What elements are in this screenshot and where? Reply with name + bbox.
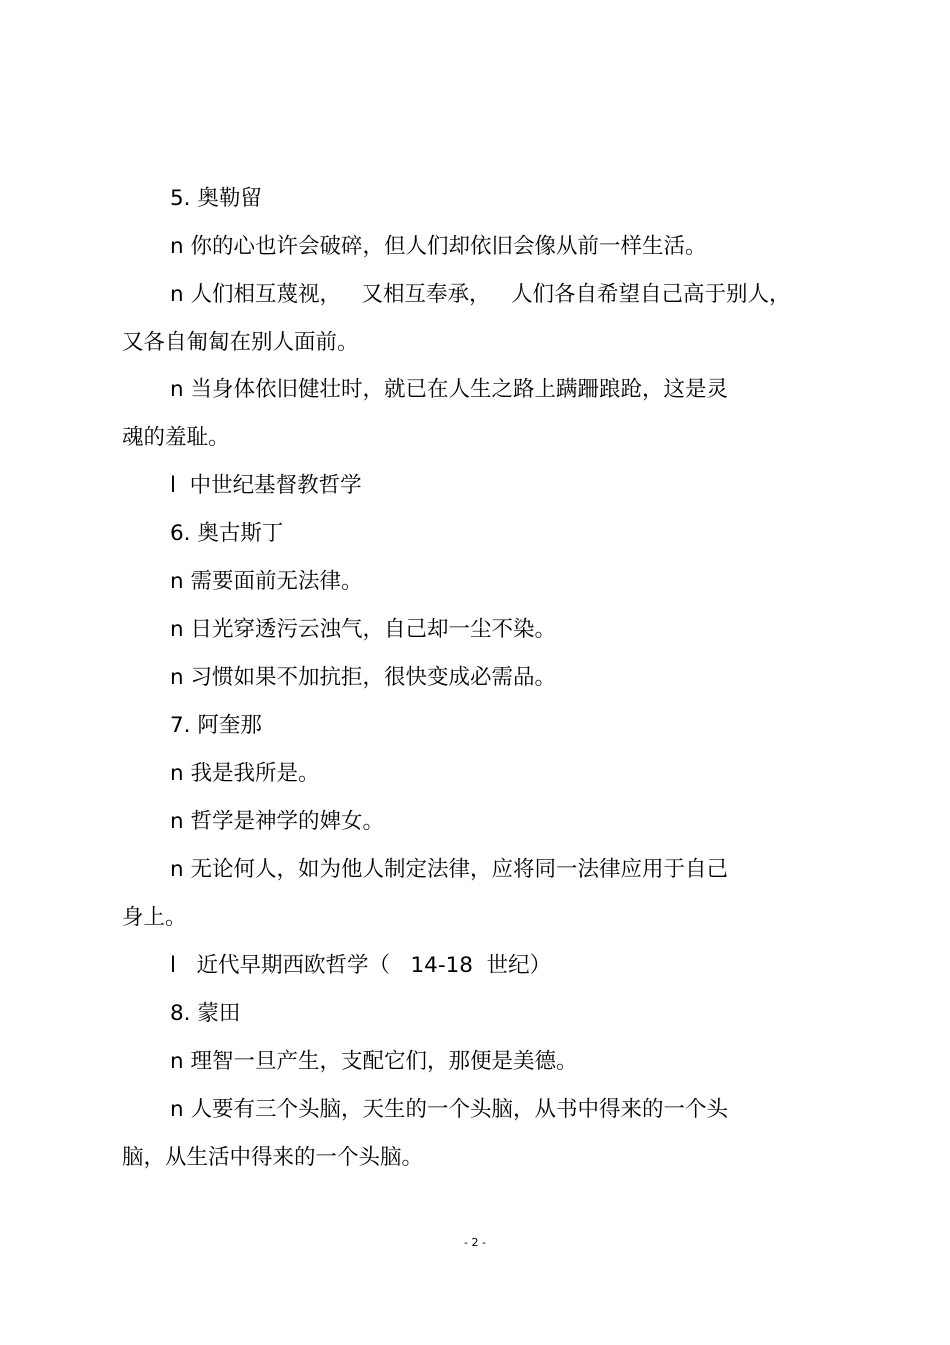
section-heading-augustine: 6. 奥古斯丁 xyxy=(170,521,284,546)
quote-line: n 你的心也许会破碎，但人们却依旧会像从前一样生活。 xyxy=(170,234,707,259)
quote-line: n 当身体依旧健壮时，就已在人生之路上蹒跚踉跄，这是灵 xyxy=(170,377,728,402)
quote-line: n 理智一旦产生，支配它们，那便是美德。 xyxy=(170,1049,578,1074)
quote-line: n 人要有三个头脑，天生的一个头脑，从书中得来的一个头 xyxy=(170,1097,728,1122)
section-heading-aquinas: 7. 阿奎那 xyxy=(170,713,262,738)
quote-line: n 习惯如果不加抗拒，很快变成必需品。 xyxy=(170,665,556,690)
quote-line: n 哲学是神学的婢女。 xyxy=(170,809,384,834)
quote-continuation: 脑，从生活中得来的一个头脑。 xyxy=(122,1145,424,1170)
section-heading-montaigne: 8. 蒙田 xyxy=(170,1001,241,1026)
quote-line: n 我是我所是。 xyxy=(170,761,320,786)
section-heading-aurelius: 5. 奥勒留 xyxy=(170,186,262,211)
quote-line: n 无论何人，如为他人制定法律，应将同一法律应用于自己 xyxy=(170,857,728,882)
page-number: - 2 - xyxy=(464,1236,486,1249)
quote-line: n 人们相互蔑视， 又相互奉承， 人们各自希望自己高于别人， xyxy=(170,282,791,307)
quote-continuation: 身上。 xyxy=(122,905,187,930)
quote-continuation: 又各自匍匐在别人面前。 xyxy=(122,330,359,355)
quote-line: n 需要面前无法律。 xyxy=(170,569,363,594)
quote-continuation: 魂的羞耻。 xyxy=(122,425,230,450)
era-heading-medieval: l 中世纪基督教哲学 xyxy=(170,473,362,498)
era-heading-early-modern: l 近代早期西欧哲学（ 14-18 世纪） xyxy=(170,953,552,978)
quote-line: n 日光穿透污云浊气，自己却一尘不染。 xyxy=(170,617,556,642)
